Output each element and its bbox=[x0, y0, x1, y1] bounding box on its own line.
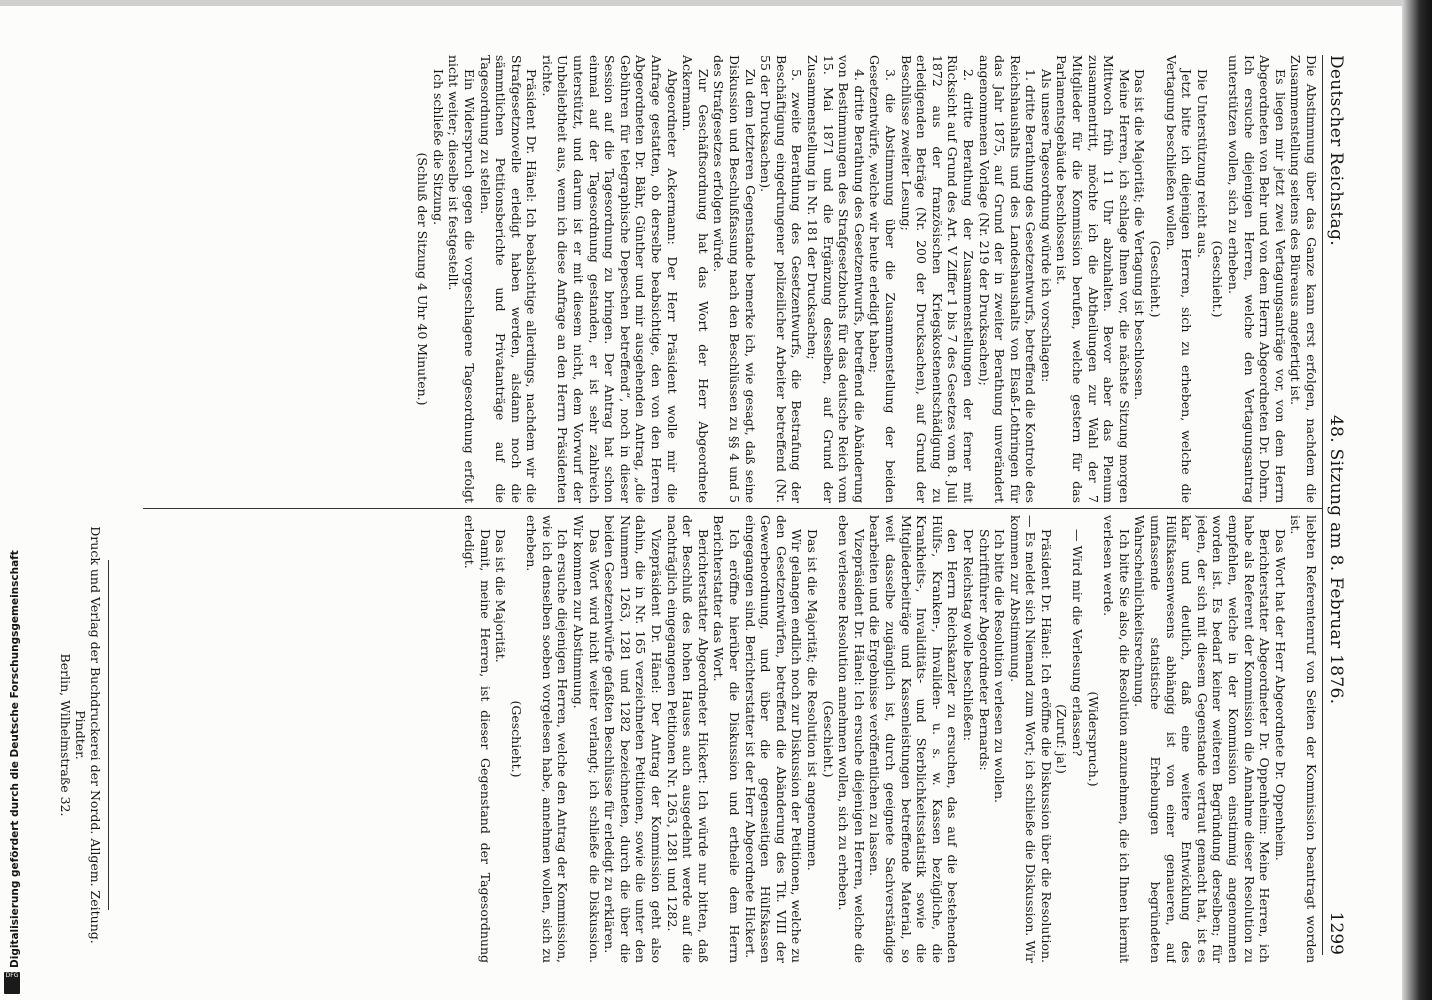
paragraph: (Geschieht.) bbox=[508, 700, 524, 778]
paragraph: 4. dritte Berathung des Gesetzentwurfs, betreffend die Abänderung von Bestimmungen des Strafgesetzbuchs für das deutsche Reich vom 15. Mai 1871 und die Ergänzung desselben, auf Grund der Zusammenstellung in Nr. 181 der Drucksachen; bbox=[805, 55, 867, 503]
paragraph: Die Unterstützung reicht aus. bbox=[1194, 69, 1210, 258]
paragraph: Als unsere Tagesordnung würde ich vorschlagen: bbox=[1038, 69, 1054, 383]
paragraph: liebten Referentenruf von Seiten der Kommission beantragt worden ist. bbox=[1288, 515, 1319, 963]
paragraph: (Zuruf: ja!) bbox=[1054, 704, 1070, 774]
left-text-column bbox=[69, 55, 1319, 503]
paragraph: Jetzt bitte ich diejenigen Herren, sich zu erheben, welche die Vertagung beschließen wollen. bbox=[1163, 55, 1195, 503]
paragraph: Das Wort hat der Herr Abgeordnete Dr. Oppenheim. bbox=[1272, 529, 1288, 861]
paragraph: Ich ersuche diejenigen Herren, welche den Antrag der Kommission, wie ich denselben soeben vorgelesen habe, annehmen wollen, sich zu erheben. bbox=[524, 515, 571, 963]
paragraph: (Geschieht.) bbox=[1210, 240, 1226, 318]
header-rule bbox=[1322, 55, 1323, 955]
imprint-rule bbox=[108, 560, 109, 910]
paragraph: (Schluß der Sitzung 4 Uhr 40 Minuten.) bbox=[415, 152, 431, 406]
dfg-logo-icon bbox=[4, 972, 20, 994]
header-session: 48. Sitzung am 8. Februar 1876. bbox=[1326, 415, 1346, 705]
printer-imprint bbox=[58, 515, 103, 955]
paragraph: Das ist die Majorität; die Resolution ist angenommen. bbox=[805, 529, 820, 871]
imprint-line-1: Druck und Verlag der Buchdruckerei der Nordd. Allgem. Zeitung. Pindter. bbox=[73, 526, 103, 944]
paragraph: Damit, meine Herren, ist dieser Gegenstand der Tagesordnung erledigt. bbox=[461, 515, 493, 963]
dfg-logo-text: DFG bbox=[5, 972, 19, 979]
paragraph: — Wird mir die Verlesung erlassen? bbox=[1070, 529, 1086, 757]
rotated-page-content bbox=[31, 0, 1371, 1000]
page-header bbox=[1324, 55, 1346, 955]
paragraph: Ich schließe die Sitzung. bbox=[430, 69, 446, 226]
paragraph: Abgeordneter Ackermann: Der Herr Präsident wolle mir die Anfrage gestatten, ob derselbe beabsichtige, den von den Herren Abgeordneten Dr. Bähr, Günther und mir ausgehenden Antrag, „die Gebühren für telegraphische Depeschen betreffend“, noch in dieser Session auf die Tagesordnung zu bringen. Der Antrag hat schon einmal auf der Tagesordnung gestanden, er ist sehr zahlreich unterstützt, und darum ist er mit diesem nicht, dem Vorwurf der Unbeliebtheit aus, wenn ich diese Anfrage an den Herrn Präsidenten richte. bbox=[539, 55, 680, 503]
column-divider bbox=[143, 508, 1323, 509]
paragraph: Berichterstatter Abgeordneter Dr. Oppenheim: Meine Herren, ich habe als Referent der Kommission die Annahme dieser Resolution zu empfehlen, welche in der Kommission einstimmig angenommen worden ist. Es bedarf keiner weiteren Begründung derselben; für jeden, der sich mit diesem Gegenstande vertraut gemacht hat, ist es klar und deutlich, daß eine weitere Entwicklung des Hülfskassenwesens abhängig ist von einer genaueren, auf umfassende statistische Erhebungen begründeten Wahrscheinlichkeitsrechnung. bbox=[1132, 515, 1273, 963]
paragraph: 3. die Abstimmung über die Zusammenstellung der beiden Gesetzentwürfe, welche wir heute erledigt haben; bbox=[867, 55, 898, 503]
scan-right-edge bbox=[1402, 0, 1432, 1000]
digitization-note: Digitalisierung gefördert durch die Deutsche Forschungsgemeinschaft bbox=[9, 550, 21, 968]
paragraph: Präsident Dr. Hänel: Ich eröffne die Diskussion über die Resolution. — Es meldet sich Niemand zum Wort; ich schließe die Diskussion. Wir kommen zur Abstimmung. bbox=[1007, 515, 1054, 963]
page-number: 1299 bbox=[1326, 911, 1346, 955]
paragraph: Ein Widerspruch gegen die vorgeschlagene Tagesordnung erfolgt nicht weiter; dieselbe ist festgestellt. bbox=[446, 55, 477, 503]
paragraph: 2. dritte Berathung der Zusammenstellungen der ferner mit Rücksicht auf Grund des Art. V Ziffer 1 bis 7 des Gesetzes vom 8. Juli 1872 aus der französischen Kriegskostenentschädigung zu erledigenden Beträge (Nr. 200 der Drucksachen), auf Grund der Beschlüsse zweiter Lesung; bbox=[898, 55, 976, 503]
paragraph: (Geschieht.) bbox=[820, 700, 836, 778]
paragraph: Ich bitte Sie also, die Resolution anzunehmen, die ich Ihnen hiermit verlesen werde. bbox=[1101, 515, 1132, 963]
paragraph: Präsident Dr. Hänel: Ich beabsichtige allerdings, nachdem wir die Strafgesetznovelle erledigt haben werden, alsdann noch die sämmtlichen Petitionsberichte und Privatanträge auf die Tagesordnung zu stellen. bbox=[477, 55, 540, 503]
paragraph: Berichterstatter Abgeordneter Hickert: Ich würde nur bitten, daß der Beschluß des hohen Hauses auch ausgedehnt werde auf die nachträglich eingegangenen Petitionen Nr. 1263, 1281 und 1282. bbox=[664, 515, 711, 963]
imprint-line-2: Berlin, Wilhelmstraße 32. bbox=[58, 653, 73, 817]
paragraph: Das ist die Majorität; die Vertagung ist beschlossen. bbox=[1132, 69, 1148, 401]
paragraph: Vizepräsident Dr. Hänel: Ich ersuche diejenigen Herren, welche die eben verlesene Resolution annehmen wollen, sich zu erheben. bbox=[836, 515, 867, 963]
header-title: Deutscher Reichstag. bbox=[1326, 55, 1346, 246]
paragraph: Der Reichstag wolle beschließen: bbox=[960, 529, 976, 741]
right-text-column bbox=[69, 515, 1319, 963]
paragraph: Zur Geschäftsordnung hat das Wort der Herr Abgeordnete Ackermann. bbox=[680, 55, 711, 503]
paragraph: Ich bitte die Resolution verlesen zu wollen. bbox=[992, 529, 1008, 804]
paragraph: (Widerspruch.) bbox=[1085, 691, 1101, 787]
paragraph: Die Abstimmung über das Ganze kann erst erfolgen, nachdem die Zusammenstellung seitens des Büreaus angefertigt ist. bbox=[1288, 55, 1319, 503]
paragraph: 1. dritte Berathung des Gesetzentwurfs, betreffend die Kontrole des Reichshaushalts und des Landeshaushalts von Elsaß-Lothringen für das Jahr 1875, auf Grund der in zweiter Berathung unverändert angenommenen Vorlage (Nr. 219 der Drucksachen); bbox=[976, 55, 1039, 503]
paragraph: (Geschieht.) bbox=[1148, 240, 1164, 318]
paragraph: Vizepräsident Dr. Hänel: Der Antrag der Kommission geht also dahin, die in Nr. 165 verzeichneten Petitionen, sowie die unter den Nummern 1263, 1281 und 1282 bezeichneten, durch die über die beiden Gesetzentwürfe gefaßten Beschlüsse für erledigt zu erklären. bbox=[602, 515, 665, 963]
paragraph: Ich eröffne hierüber die Diskussion und ertheile dem Herrn Berichterstatter das Wort. bbox=[711, 515, 743, 963]
paragraph: Das ist die Majorität. bbox=[493, 529, 509, 663]
paragraph: Schriftführer Abgeordneter Bernards: bbox=[976, 529, 992, 771]
paragraph: Wir gelangen endlich noch zur Diskussion der Petitionen, welche zu den Gesetzentwürfen, betreffend die Abänderung des Tit. VIII der Gewerbeordnung, und über die gegenseitigen Hülfskassen eingegangen sind. Berichterstatter ist der Herr Abgeordnete Hickert. bbox=[742, 515, 805, 963]
paragraph: 5. zweite Berathung des Gesetzentwurfs, die Bestrafung der Beschäftigung eingedrungener polizeilicher Arbeiter betreffend (Nr. 55 der Drucksachen). bbox=[758, 55, 805, 503]
paragraph: Meine Herren, ich schlage Ihnen vor, die nächste Sitzung morgen Mittwoch früh 11 Uhr abzuhalten. Bevor aber das Plenum zusammentritt, möchte ich die Abtheilungen zur Wahl der 7 Mitglieder für die Kommission berufen, welche gestern für das Parlamentsgebäude beschlossen ist. bbox=[1054, 55, 1132, 503]
paragraph: Es liegen mir jetzt zwei Vertagungsanträge vor, von dem Herrn Abgeordneten von Behr und von dem Herrn Abgeordneten Dr. Dohrn. Ich ersuche diejenigen Herren, welche den Vertagungsantrag unterstützen wollen, sich zu erheben. bbox=[1226, 55, 1288, 503]
paragraph: Zu dem letzteren Gegenstande bemerke ich, wie gesagt, daß seine Diskussion und Beschlußfassung nach den Beschlüssen zu §§ 4 und 5 des Strafgesetzes erfolgen würde. bbox=[711, 55, 758, 503]
paragraph: Das Wort wird nicht weiter verlangt; ich schließe die Diskussion. Wir kommen zur Abstimmung. bbox=[571, 515, 602, 963]
digitization-credit bbox=[2, 550, 22, 998]
paragraph: den Herrn Reichskanzler zu ersuchen, das auf die bestehenden Hülfs-, Kranken-, Invaliden- u. s. w. Kassen bezügliche, die Krankheits-, Invaliditäts- und Sterblichkeitsstatistik sowie die Mitgliederbeiträge und Kassenleistungen betreffende Material, so weit dasselbe zugänglich ist, durch geeignete Sachverständige bearbeiten und die Ergebnisse veröffentlichen zu lassen. bbox=[867, 515, 961, 963]
